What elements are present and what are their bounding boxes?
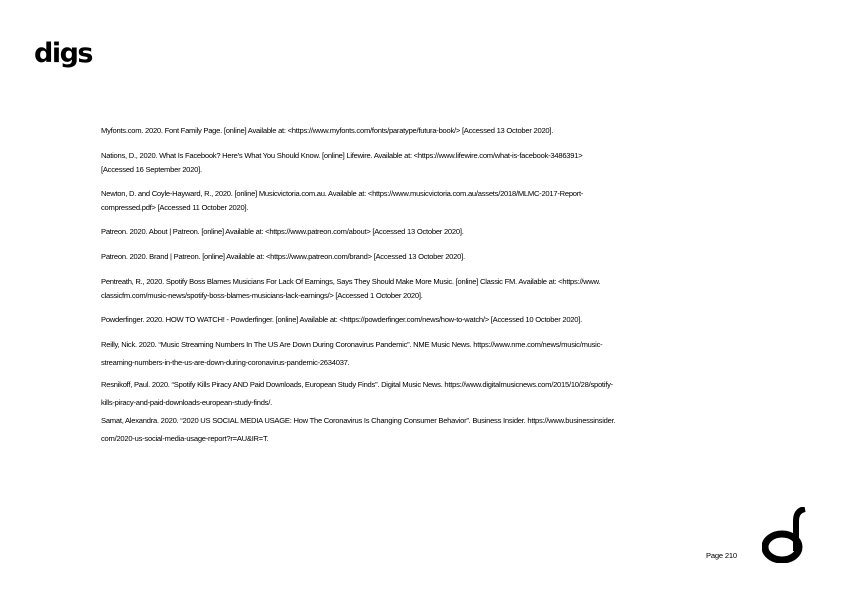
brand-title: digs (34, 38, 92, 69)
reference-item: Newton, D. and Coyle-Hayward, R., 2020. [online] Musicvictoria.com.au. Available at: <https://www.musicvictoria.com.au/assets/2018/MLMC-2017-Report- compressed.pdf> [Accessed 11 October 2020]. (101, 189, 584, 212)
reference-item: Powderfinger. 2020. HOW TO WATCH! - Powderfinger. [online] Available at: <https://powderfinger.com/news/how-to-watch/> [Accessed 10 October 2020]. (101, 315, 582, 324)
reference-list (101, 124, 751, 448)
reference-item: Samat, Alexandra. 2020. “2020 US SOCIAL MEDIA USAGE: How The Coronavirus Is Changing Consumer Behavior”. Business Insider. https://www.businessinsider. com/2020-us-social-media-usage-report?r=AU&IR=T. (101, 416, 616, 443)
reference-item: Myfonts.com. 2020. Font Family Page. [online] Available at: <https://www.myfonts.com/fonts/paratype/futura-book/> [Accessed 13 October 2020]. (101, 126, 554, 135)
reference-item: Patreon. 2020. Brand | Patreon. [online] Available at: <https://www.patreon.com/brand> [Accessed 13 October 2020]. (101, 252, 465, 261)
d-logo-icon (762, 507, 810, 563)
reference-item: Reilly, Nick. 2020. “Music Streaming Numbers In The US Are Down During Coronavirus Pandemic”. NME Music News. https://www.nme.com/news/music/music- streaming-numbers-in-the-us-are-down-during-coronavirus-pandemic-2634037. (101, 340, 603, 367)
reference-item: Pentreath, R., 2020. Spotify Boss Blames Musicians For Lack Of Earnings, Says They Should Make More Music. [online] Classic FM. Available at: <https://www. classicfm.com/music-news/spotify-boss-blames-musicians-lack-earnings/> [Accessed 1 October 2020]. (101, 277, 601, 300)
reference-item: Patreon. 2020. About | Patreon. [online] Available at: <https://www.patreon.com/about> [Accessed 13 October 2020]. (101, 227, 464, 236)
reference-item: Nations, D., 2020. What Is Facebook? Here’s What You Should Know. [online] Lifewire. Available at: <https://www.lifewire.com/what-is-facebook-3486391> [Accessed 16 September 2020]. (101, 151, 583, 174)
reference-item: Resnikoff, Paul. 2020. “Spotify Kills Piracy AND Paid Downloads, European Study Finds”. Digital Music News. https://www.digitalmusicnews.com/2015/10/28/spotify- kills-piracy-and-paid-downloads-european-study-finds/. (101, 380, 613, 407)
page-number: Page 210 (706, 551, 737, 560)
